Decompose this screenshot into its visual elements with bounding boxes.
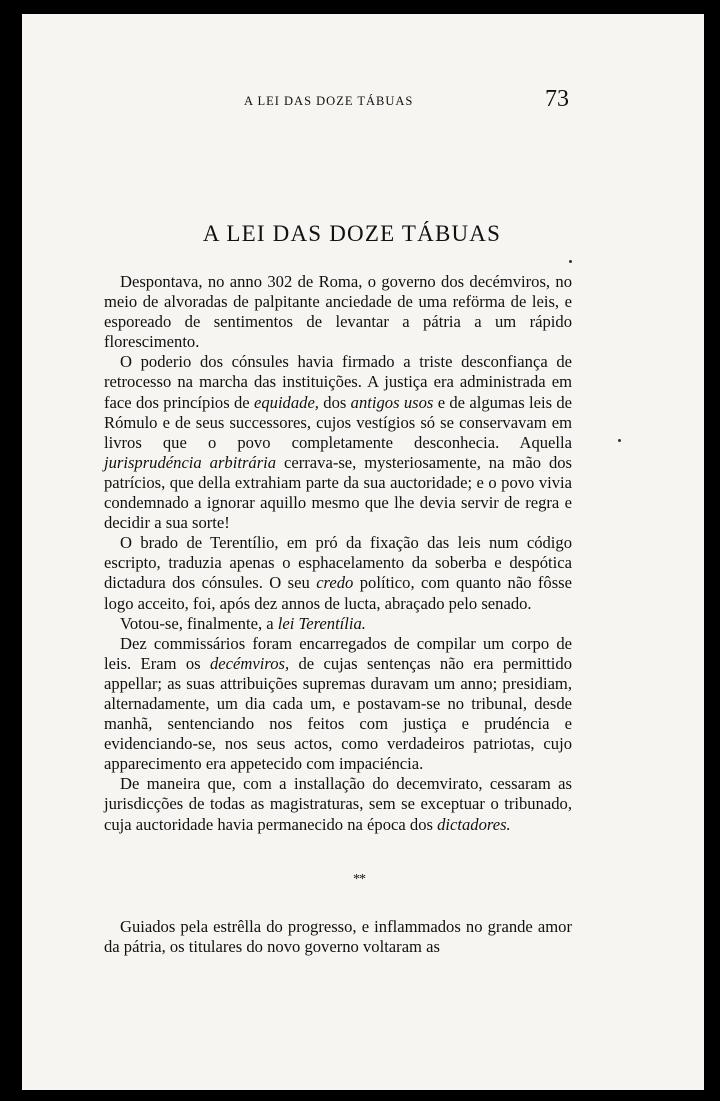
running-title: A LEI DAS DOZE TÁBUAS xyxy=(244,94,414,108)
text-run: político, com quanto não fôsse logo acceito, foi, após dez annos de lucta, abraçado pelo senado. xyxy=(104,573,572,613)
book-page xyxy=(22,14,704,1090)
italic-text: lei Terentília. xyxy=(277,613,366,633)
text-run: O poderio dos cónsules havia firmado a triste desconfiança de retrocesso na marcha das instituições. A justiça era administrada em face dos princípios de xyxy=(104,352,572,412)
running-head xyxy=(22,86,704,116)
text-run: Guiados pela estrêlla do progresso, e inflammados no grande amor da pátria, os titulares do novo governo voltaram as xyxy=(104,917,572,957)
text-run: e de algumas leis de Rómulo e de seus successores, cujos vestígios só se conservavam em livros que o povo completamente desconhecia. Aquella xyxy=(104,392,573,452)
paragraph xyxy=(104,533,572,613)
text-run: Despontava, no anno 302 de Roma, o governo dos decémviros, no meio de alvoradas de palpitante anciedade de uma reförma de leis, e esporeado de sentimentos de levantar a pátria a um rápido florescimento. xyxy=(104,272,572,352)
page-number: 73 xyxy=(545,86,569,112)
text-run: Dez commissários foram encarregados de compilar um corpo de leis. Eram os xyxy=(104,633,572,673)
paragraph xyxy=(104,272,572,352)
body-text-continued xyxy=(104,917,572,957)
paragraph xyxy=(104,614,572,634)
text-run: dos xyxy=(318,392,351,412)
paragraph xyxy=(104,917,572,957)
text-run: De maneira que, com a installação do decemvirato, cessaram as jurisdicções de todas as magistraturas, sem se exceptuar o tribunado, cuja auctoridade havia permanecido na época dos xyxy=(104,774,572,834)
print-speck xyxy=(618,439,621,442)
paragraph xyxy=(104,352,572,533)
italic-text: antigos usos xyxy=(350,392,434,412)
print-speck xyxy=(569,260,572,263)
section-separator: ** xyxy=(353,872,365,887)
text-run: de cujas sentenças não era permittido appellar; as suas attribuições supremas duravam um anno; presidiam, alternadamente, um dia cada um, e postavam-se no tribunal, desde manhã, sentenciando nos feitos com justiça e prudéncia e evidenciando-se, nos seus actos, como verdadeiros patriotas, cujo apparecimento era appetecido com impaciéncia. xyxy=(104,653,573,774)
paragraph xyxy=(104,774,572,834)
italic-text: credo xyxy=(316,573,354,593)
italic-text: equidade, xyxy=(253,392,319,412)
paragraph xyxy=(104,634,572,775)
text-run: Votou-se, finalmente, a xyxy=(120,613,278,633)
text-run: cerrava-se, mysteriosamente, na mão dos patrícios, que della extrahiam parte da sua auctoridade; e o povo vivia condemnado a ignorar aquillo mesmo que lhe devia servir de regra e decidir a sua sorte! xyxy=(104,452,572,533)
italic-text: dictadores. xyxy=(437,814,511,834)
chapter-title: A LEI DAS DOZE TÁBUAS xyxy=(202,221,502,246)
body-text xyxy=(104,272,572,835)
italic-text: jurisprudéncia arbitrária xyxy=(104,452,277,472)
italic-text: decémviros, xyxy=(210,653,290,673)
text-run: O brado de Terentílio, em pró da fixação das leis num código escripto, traduzia apenas o esphacelamento da soberba e despótica dictadura dos cónsules. O seu xyxy=(104,533,572,593)
